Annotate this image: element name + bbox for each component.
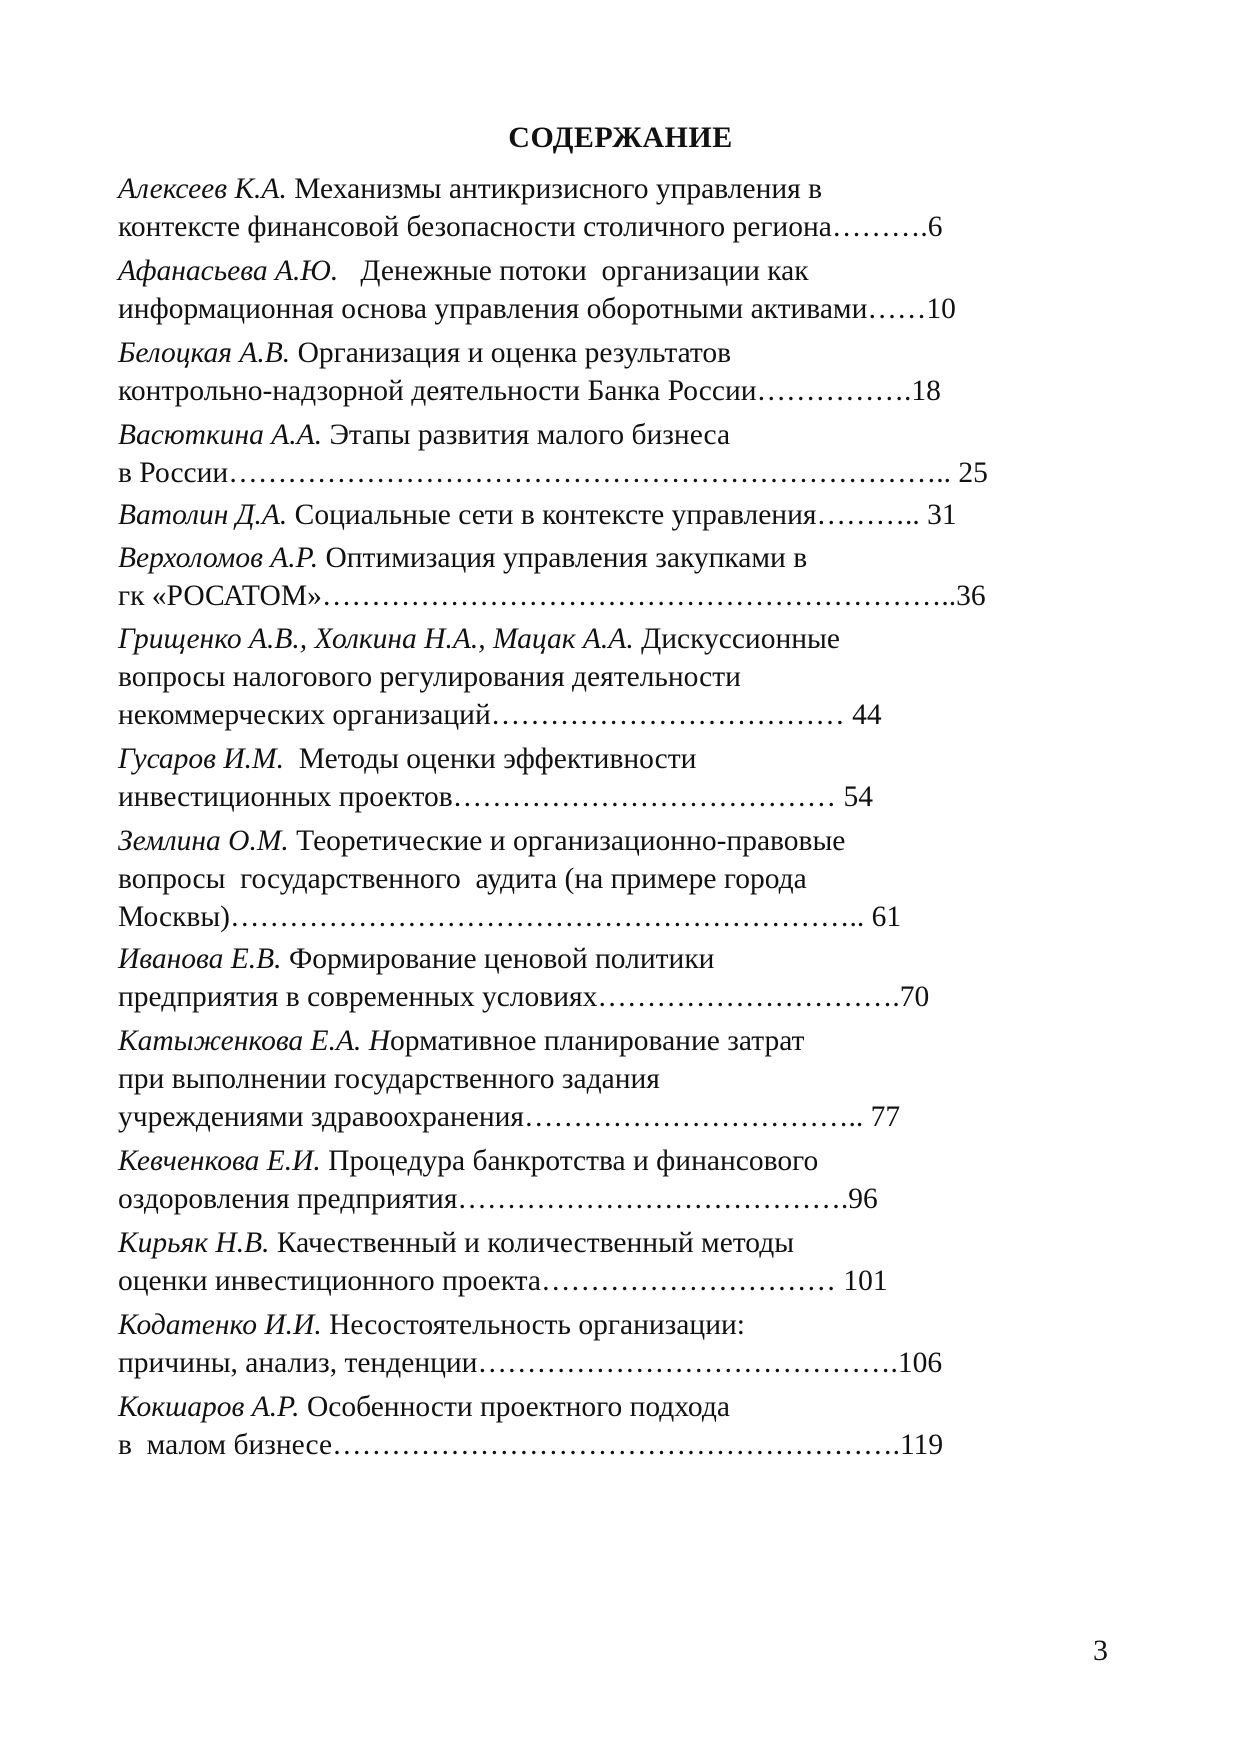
toc-entry-line <box>118 1426 1088 1464</box>
entry-title-text: ормативное планирование затрат <box>390 1025 805 1057</box>
toc-entry-line <box>118 496 1088 534</box>
toc-entry-line <box>118 454 1088 492</box>
entry-author: Верхоломов А.Р. <box>118 542 319 574</box>
entry-page-number: .96 <box>840 1183 878 1215</box>
toc-entry <box>118 940 1088 1016</box>
entry-page-number: 10 <box>926 293 956 325</box>
entry-title-text: в малом бизнесе <box>118 1429 333 1461</box>
leader-dots: ……………………………………………………………….. <box>228 457 951 489</box>
entry-title-text: при выполнении государственного задания <box>118 1063 660 1095</box>
entry-author: Иванова Е.В. <box>118 943 282 975</box>
entry-title-text: в России <box>118 457 229 489</box>
entry-title-text: Оптимизация управления закупками в <box>318 542 808 574</box>
toc-entry-line <box>118 1388 1088 1426</box>
toc-entry-line <box>118 696 1088 734</box>
toc-entry-line <box>118 620 1088 658</box>
toc-entry <box>118 822 1088 936</box>
leader-dots: ………………………………… <box>452 781 837 813</box>
toc-entry-line <box>118 658 1088 696</box>
entry-page-number: .70 <box>892 981 930 1013</box>
toc-entry-line <box>118 1306 1088 1344</box>
page-title: СОДЕРЖАНИЕ <box>508 121 733 154</box>
toc-entry <box>118 620 1088 734</box>
toc-entry <box>118 1022 1088 1136</box>
toc-entry-line <box>118 1262 1088 1300</box>
toc-entry-line <box>118 1224 1088 1262</box>
toc-entry-line <box>118 822 1088 860</box>
entry-page-number: .106 <box>890 1347 943 1379</box>
toc-entry-line <box>118 372 1088 410</box>
entry-title-text: Методы оценки эффективности <box>284 743 697 775</box>
leader-dots: ………………………… <box>541 1265 837 1297</box>
entry-author: Кирьяк Н.В. <box>118 1227 270 1259</box>
toc-entry <box>118 1306 1088 1382</box>
leader-dots: ………………………… <box>597 981 893 1013</box>
toc-entry-line <box>118 577 1088 615</box>
toc-entry-line <box>118 170 1088 208</box>
toc-entry-line <box>118 1142 1088 1180</box>
entry-author: Алексеев К.А. <box>118 173 287 205</box>
entry-title-text: Несостоятельность организации: <box>321 1309 745 1341</box>
entry-page-number: 61 <box>864 901 902 933</box>
entry-title-text: предприятия в современных условиях <box>118 981 598 1013</box>
toc-entry-line <box>118 1180 1088 1218</box>
toc-entry-line <box>118 740 1088 778</box>
toc-entry-line <box>118 334 1088 372</box>
toc-entry-line <box>118 978 1088 1016</box>
entry-page-number: .36 <box>948 580 986 612</box>
toc-entry-line <box>118 416 1088 454</box>
entry-title-text: Организация и оценка результатов <box>290 337 732 369</box>
entry-author: Афанасьева А.Ю. <box>118 255 339 287</box>
entry-author: Катыженкова Е.А. Н <box>118 1025 391 1057</box>
leader-dots: ……………. <box>756 375 912 407</box>
toc-entry-line <box>118 1022 1088 1060</box>
entry-title-text: Денежные потоки организации как <box>338 255 809 287</box>
toc-entry-line <box>118 208 1088 246</box>
entry-page-number: 101 <box>836 1265 888 1297</box>
toc-entry-line <box>118 778 1088 816</box>
entry-page-number: .119 <box>892 1429 944 1461</box>
entry-title-text: Качественный и количественный методы <box>269 1227 795 1259</box>
toc-entry-line <box>118 940 1088 978</box>
toc-entry <box>118 1388 1088 1464</box>
entry-title-text: учреждениями здравоохранения <box>118 1101 524 1133</box>
toc-entry <box>118 334 1088 410</box>
leader-dots: ………. <box>831 211 928 243</box>
leader-dots: ……………………………………………………….. <box>229 901 865 933</box>
toc-entry-line <box>118 898 1088 936</box>
entry-title-text: причины, анализ, тенденции <box>118 1347 478 1379</box>
entry-title-text: инвестиционных проектов <box>118 781 453 813</box>
toc-entry <box>118 170 1088 246</box>
entry-title-text: оценки инвестиционного проекта <box>118 1265 542 1297</box>
leader-dots: ………………………………………………………. <box>321 580 949 612</box>
entry-title-text: Москвы) <box>118 901 230 933</box>
page-number: 3 <box>1093 1634 1108 1667</box>
table-of-contents <box>118 170 1088 1464</box>
leader-dots: ………………………………………………… <box>332 1429 893 1461</box>
entry-title-text: Особенности проектного подхода <box>299 1391 730 1423</box>
toc-entry-line <box>118 1098 1088 1136</box>
entry-author: Ватолин Д.А. <box>118 499 288 531</box>
toc-entry-line <box>118 290 1088 328</box>
entry-page-number: 31 <box>919 499 957 531</box>
leader-dots: ………………………………… <box>457 1183 841 1215</box>
entry-title-text: Социальные сети в контексте управления <box>287 499 817 531</box>
toc-entry <box>118 539 1088 615</box>
toc-entry-line <box>118 860 1088 898</box>
entry-title-text: оздоровления предприятия <box>118 1183 458 1215</box>
entry-title-text: вопросы налогового регулирования деятельности <box>118 661 741 693</box>
entry-page-number: 6 <box>927 211 943 243</box>
leader-dots: ……………………………… <box>490 699 845 731</box>
toc-entry <box>118 740 1088 816</box>
toc-entry <box>118 416 1088 492</box>
leader-dots: ……….. <box>816 499 920 531</box>
toc-entry <box>118 1224 1088 1300</box>
entry-page-number: 77 <box>863 1101 901 1133</box>
entry-title-text: Формирование ценовой политики <box>281 943 715 975</box>
toc-entry-line <box>118 539 1088 577</box>
entry-author: Белоцкая А.В. <box>118 337 291 369</box>
entry-title-text: Механизмы антикризисного управления в <box>286 173 823 205</box>
entry-author: Кокшаров А.Р. <box>118 1391 300 1423</box>
leader-dots: …………………………………… <box>477 1347 891 1379</box>
entry-author: Кодатенко И.И. <box>118 1309 322 1341</box>
toc-entry-line <box>118 1060 1088 1098</box>
toc-entry <box>118 252 1088 328</box>
entry-author: Гусаров И.М. <box>118 743 284 775</box>
entry-title-text: Процедура банкротства и финансового <box>320 1145 819 1177</box>
entry-title-text: некоммерческих организаций <box>118 699 491 731</box>
entry-author: Васюткина А.А. <box>118 419 323 451</box>
leader-dots: …………………………….. <box>523 1101 864 1133</box>
entry-title-text: Дискуссионные <box>633 623 840 655</box>
toc-entry <box>118 496 1088 534</box>
leader-dots: …… <box>867 293 927 325</box>
entry-title-text: Этапы развития малого бизнеса <box>322 419 731 451</box>
entry-page-number: 18 <box>911 375 941 407</box>
entry-title-text: вопросы государственного аудита (на примере города <box>118 863 807 895</box>
entry-title-text: информационная основа управления оборотными активами <box>118 293 868 325</box>
entry-author: Грищенко А.В., Холкина Н.А., Мацак А.А. <box>118 623 634 655</box>
toc-entry-line <box>118 252 1088 290</box>
entry-title-text: гк «РОСАТОМ» <box>118 580 322 612</box>
entry-author: Землина О.М. <box>118 825 289 857</box>
entry-page-number: 54 <box>836 781 874 813</box>
entry-page-number: 44 <box>844 699 882 731</box>
entry-title-text: контексте финансовой безопасности столичного региона <box>118 211 832 243</box>
entry-title-text: контрольно-надзорной деятельности Банка России <box>118 375 757 407</box>
toc-entry <box>118 1142 1088 1218</box>
toc-entry-line <box>118 1344 1088 1382</box>
entry-page-number: 25 <box>950 457 988 489</box>
entry-author: Кевченкова Е.И. <box>118 1145 321 1177</box>
entry-title-text: Теоретические и организационно-правовые <box>288 825 846 857</box>
